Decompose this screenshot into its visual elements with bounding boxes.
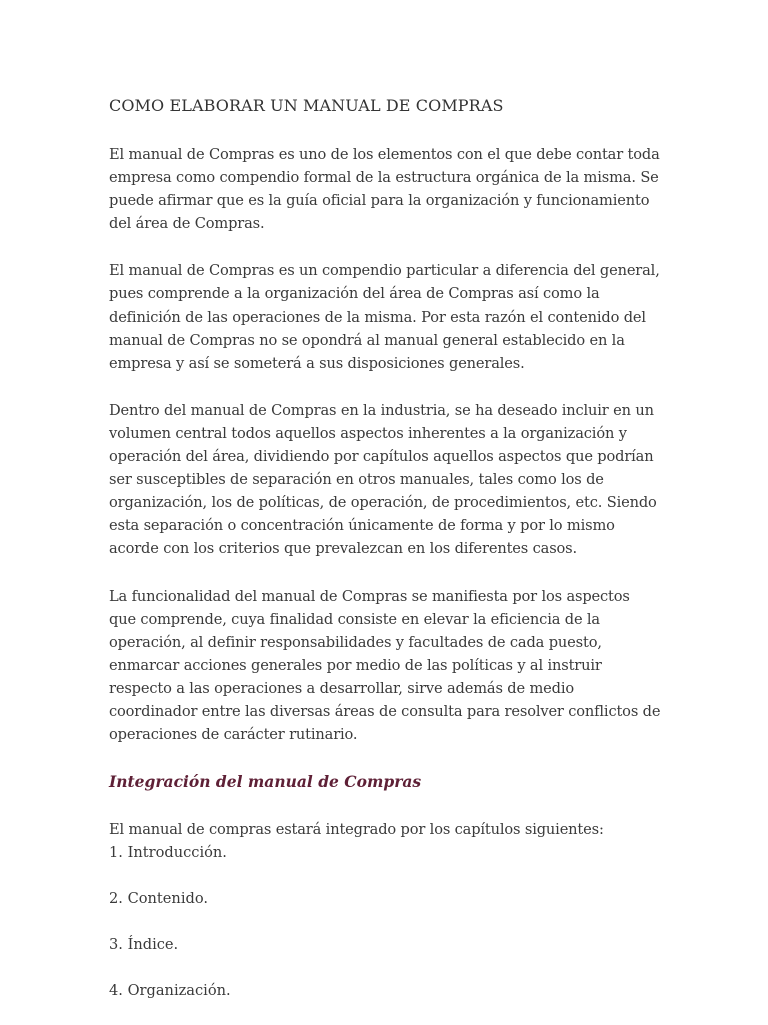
chapter-item-index: 3. Índice.: [109, 936, 179, 954]
chapter-item-introduction: 1. Introducción.: [109, 844, 227, 862]
chapters-intro: El manual de compras estará integrado por los capítulos siguientes:: [109, 821, 604, 839]
paragraph-scope: El manual de Compras es un compendio particular a diferencia del general, pues comprende a la organización del área de Compras así como la definición de las operaciones de la misma. Por esta razón el contenido del manual de Compras no se opondrá al manual general establecido en la empresa y así se someterá a sus disposiciones generales.: [109, 262, 660, 372]
paragraph-content: Dentro del manual de Compras en la industria, se ha deseado incluir en un volumen central todos aquellos aspectos inherentes a la organización y operación del área, dividiendo por capítulos aquellos aspectos que podrían ser susceptibles de separación en otros manuales, tales como los de organización, los de políticas, de operación, de procedimientos, etc. Siendo esta separación o concentración únicamente de forma y por lo mismo acorde con los criterios que prevalezcan en los diferentes casos.: [109, 401, 657, 558]
document-content: [109, 94, 661, 1025]
chapter-item-organization: 4. Organización.: [109, 982, 231, 1000]
paragraph-functionality: La funcionalidad del manual de Compras se manifiesta por los aspectos que comprende, cuya finalidad consiste en elevar la eficiencia de la operación, al definir responsabilidades y facultades de cada puesto, enmarcar acciones generales por medio de las políticas y al instruir respecto a las operaciones a desarrollar, sirve además de medio coordinador entre las diversas áreas de consulta para resolver conflictos de operaciones de carácter rutinario.: [109, 587, 661, 744]
document-title: COMO ELABORAR UN MANUAL DE COMPRAS: [109, 96, 504, 115]
section-heading-integration: Integración del manual de Compras: [109, 772, 422, 792]
chapter-item-content: 2. Contenido.: [109, 890, 208, 908]
paragraph-definition: El manual de Compras es uno de los elementos con el que debe contar toda empresa como compendio formal de la estructura orgánica de la misma. Se puede afirmar que es la guía oficial para la organización y funcionamiento del área de Compras.: [109, 146, 660, 233]
chapter-list: [109, 841, 661, 1002]
